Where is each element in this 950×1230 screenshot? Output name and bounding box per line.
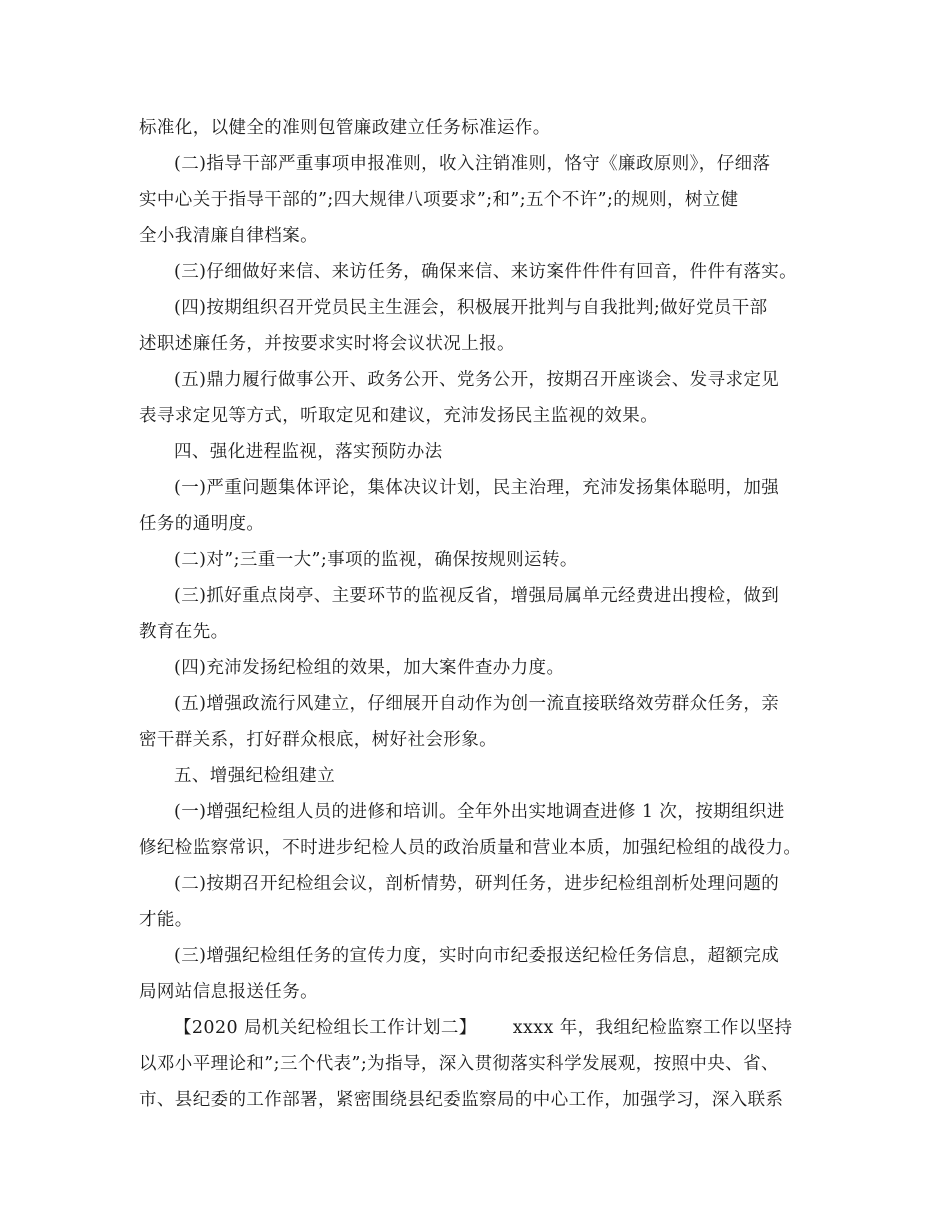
paragraph-line: (五)增强政流行风建立，仔细展开自动作为创一流直接联络效劳群众任务，亲 bbox=[174, 694, 780, 714]
paragraph-line: 局网站信息报送任务。 bbox=[139, 982, 318, 1002]
paragraph-line: 市、县纪委的工作部署，紧密围绕县纪委监察局的中心工作，加强学习，深入联系 bbox=[139, 1090, 784, 1110]
paragraph-line: 修纪检监察常识，不时进步纪检人员的政治质量和营业本质，加强纪检组的战役力。 bbox=[139, 838, 802, 858]
paragraph-line: 全小我清廉自律档案。 bbox=[139, 226, 318, 246]
paragraph-line: 任务的通明度。 bbox=[139, 514, 265, 534]
paragraph-line: (五)鼎力履行做事公开、政务公开、党务公开，按期召开座谈会、发寻求定见 bbox=[174, 370, 780, 390]
paragraph-line: (四)充沛发扬纪检组的效果，加大案件查办力度。 bbox=[174, 658, 565, 678]
paragraph-line: (一)严重问题集体评论，集体决议计划，民主治理，充沛发扬集体聪明，加强 bbox=[174, 478, 780, 498]
paragraph-line: 表寻求定见等方式，听取定见和建议，充沛发扬民主监视的效果。 bbox=[139, 406, 659, 426]
paragraph-line: (一)增强纪检组人员的进修和培训。全年外出实地调查进修 1 次，按期组织进 bbox=[174, 802, 785, 822]
paragraph-line: (三)仔细做好来信、来访任务，确保来信、来访案件件件有回音，件件有落实。 bbox=[174, 262, 798, 282]
paragraph-line: 教育在先。 bbox=[139, 622, 229, 642]
paragraph-line: (二)按期召开纪检组会议，剖析情势，研判任务，进步纪检组剖析处理问题的 bbox=[174, 874, 780, 894]
paragraph-line: 述职述廉任务，并按要求实时将会议状况上报。 bbox=[139, 334, 515, 354]
paragraph-line: 以邓小平理论和”;三个代表”;为指导，深入贯彻落实科学发展观，按照中央、省、 bbox=[139, 1054, 779, 1074]
section-heading: 四、强化进程监视，落实预防办法 bbox=[174, 442, 443, 462]
paragraph-line: (二)对”;三重一大”;事项的监视，确保按规则运转。 bbox=[174, 550, 578, 570]
paragraph-line: (三)增强纪检组任务的宣传力度，实时向市纪委报送纪检任务信息，超额完成 bbox=[174, 946, 780, 966]
paragraph-line: (二)指导干部严重事项申报准则，收入注销准则，恪守《廉政原则》，仔细落 bbox=[174, 154, 771, 174]
paragraph-line: 实中心关于指导干部的”;四大规律八项要求”;和”;五个不许”;的规则，树立健 bbox=[139, 190, 739, 210]
paragraph-line: (三)抓好重点岗亭、主要环节的监视反省，增强局属单元经费进出搜检，做到 bbox=[174, 586, 780, 606]
paragraph-line: 标准化，以健全的准则包管廉政建立任务标准运作。 bbox=[139, 118, 551, 138]
plan-heading-row bbox=[139, 1010, 829, 1046]
plan-intro: xxxx 年，我组纪检监察工作以坚持 bbox=[512, 1018, 793, 1038]
document-body bbox=[139, 110, 829, 1118]
paragraph-line: 才能。 bbox=[139, 910, 193, 930]
paragraph-line: (四)按期组织召开党员民主生涯会，积极展开批判与自我批判;做好党员干部 bbox=[174, 298, 768, 318]
section-heading: 五、增强纪检组建立 bbox=[174, 766, 336, 786]
plan-heading: 【2020 局机关纪检组长工作计划二】 bbox=[174, 1018, 477, 1038]
paragraph-line: 密干群关系，打好群众根底，树好社会形象。 bbox=[139, 730, 497, 750]
